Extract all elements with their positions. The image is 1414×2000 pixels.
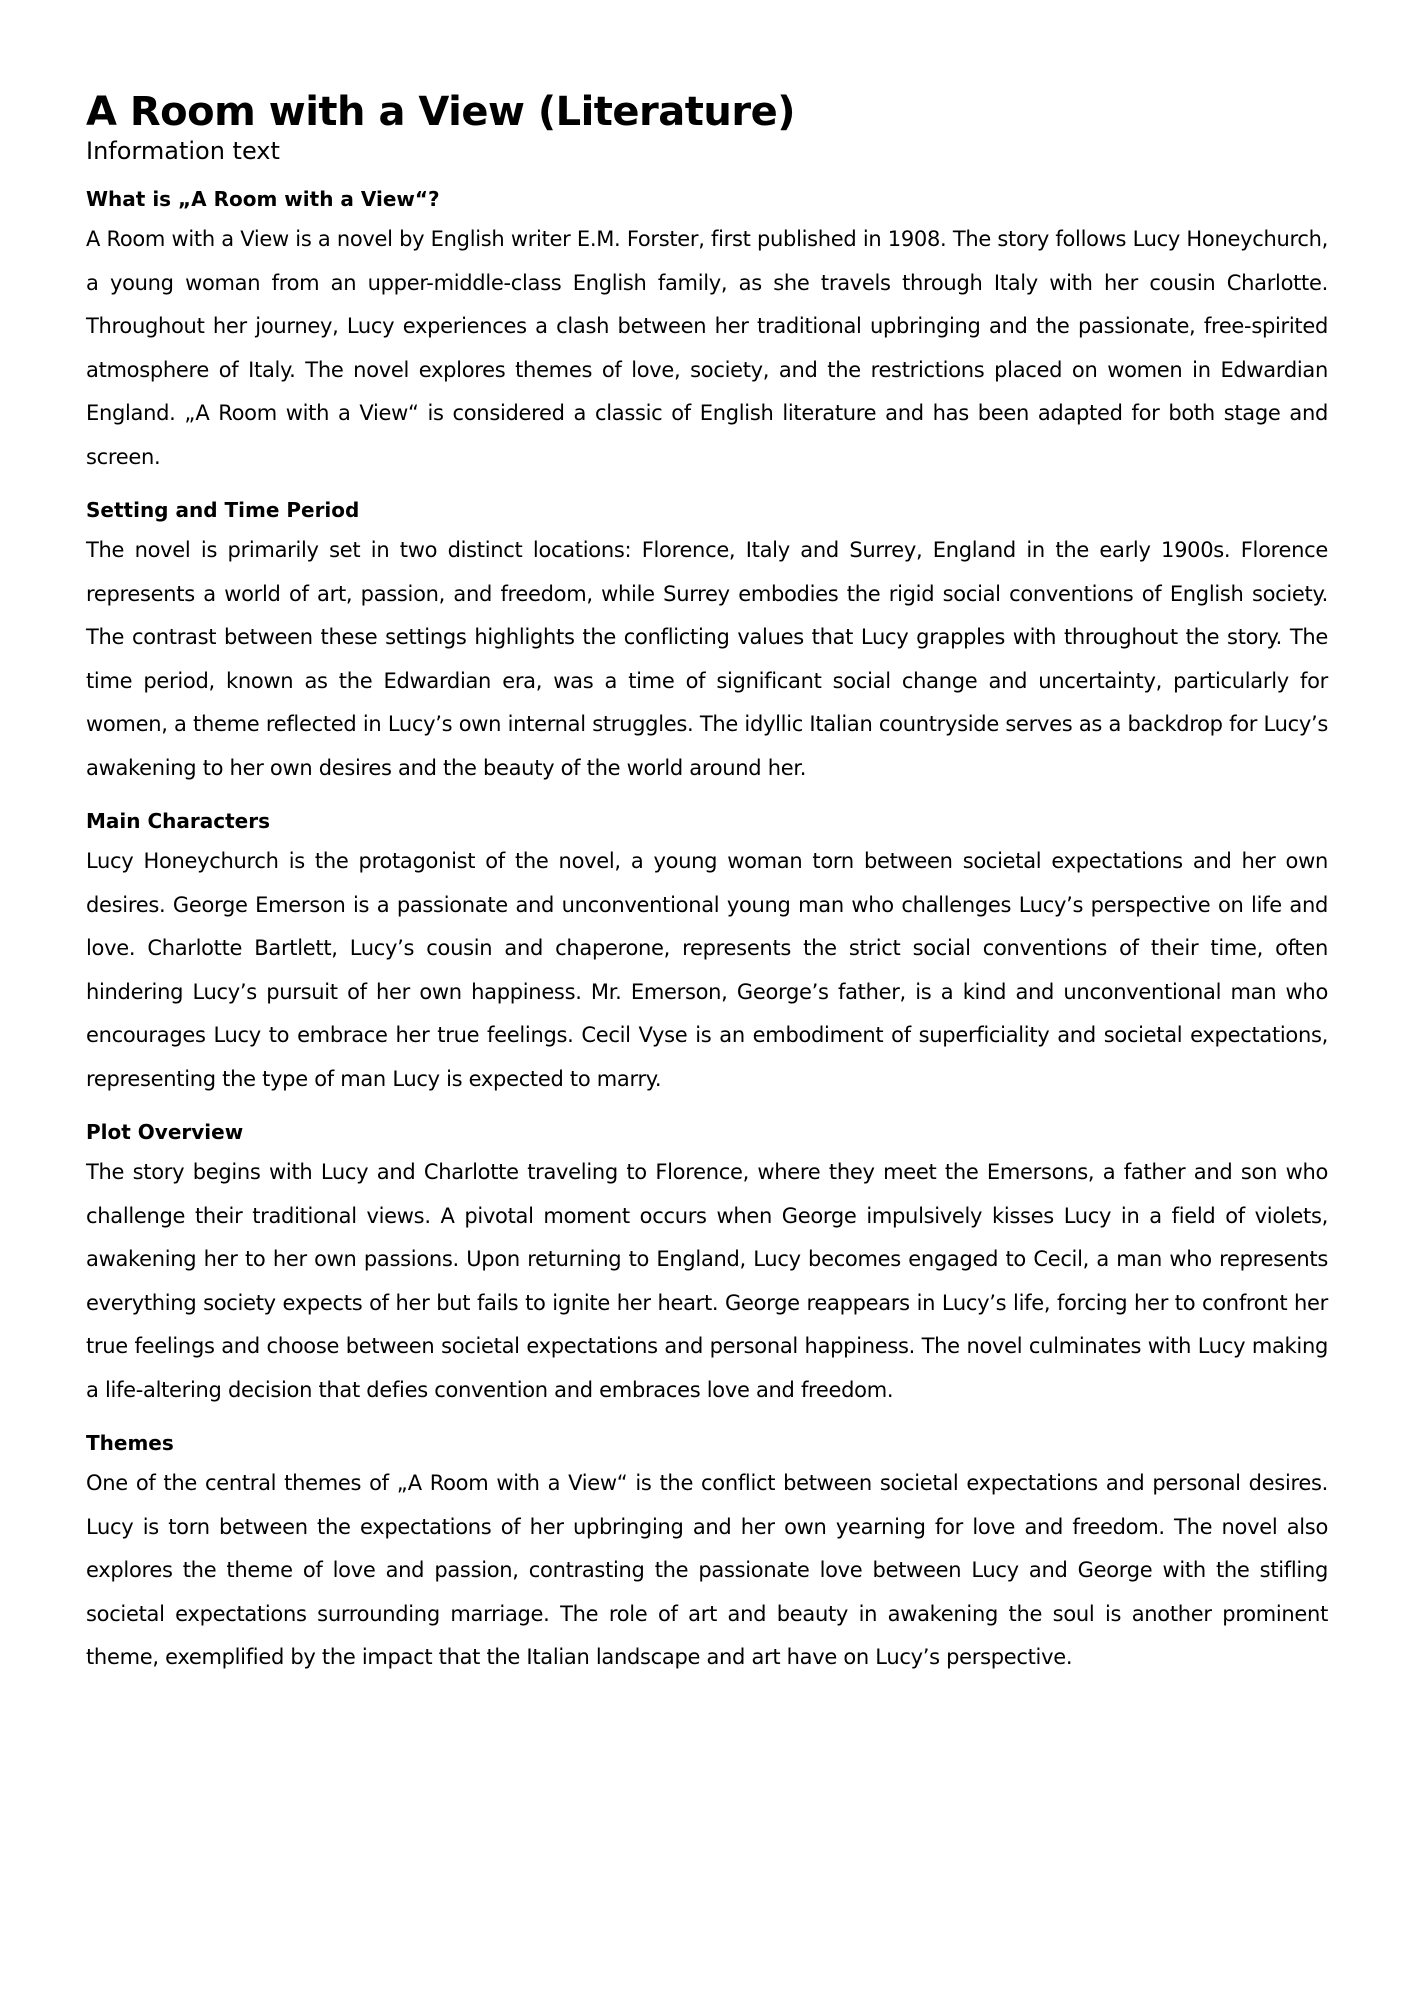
section-paragraph: The story begins with Lucy and Charlotte traveling to Florence, where they meet the Emersons, a father and son who challenge their traditional views. A pivotal moment occurs when George impulsively kisses Lucy in a field of violets, awakening her to her own passions. Upon returning to England, Lucy becomes engaged to Cecil, a man who represents everything society expects of her but fails to ignite her heart. George reappears in Lucy’s life, forcing her to confront her true feelings and choose between societal expectations and personal happiness. The novel culminates with Lucy making a life-altering decision that defies convention and embraces love and freedom. (86, 1160, 1328, 1402)
section-paragraph: Lucy Honeychurch is the protagonist of the novel, a young woman torn between societal expectations and her own desires. George Emerson is a passionate and unconventional young man who challenges Lucy’s perspective on life and love. Charlotte Bartlett, Lucy’s cousin and chaperone, represents the strict social conventions of their time, often hindering Lucy’s pursuit of her own happiness. Mr. Emerson, George’s father, is a kind and unconventional man who encourages Lucy to embrace her true feelings. Cecil Vyse is an embodiment of superficiality and societal expectations, representing the type of man Lucy is expected to marry. (86, 849, 1328, 1091)
section-heading: Plot Overview (86, 1120, 244, 1144)
document-title: A Room with a View (Literature) (86, 89, 796, 135)
section-paragraph: The novel is primarily set in two distinct locations: Florence, Italy and Surrey, England in the early 1900s. Florence represents a world of art, passion, and freedom, while Surrey embodies the rigid social conventions of English society. The contrast between these settings highlights the conflicting values that Lucy grapples with throughout the story. The time period, known as the Edwardian era, was a time of significant social change and uncertainty, particularly for women, a theme reflected in Lucy’s own internal struggles. The idyllic Italian countryside serves as a backdrop for Lucy’s awakening to her own desires and the beauty of the world around her. (86, 538, 1328, 780)
section-heading: What is „A Room with a View“? (86, 187, 440, 211)
section-paragraph: One of the central themes of „A Room with a View“ is the conflict between societal expectations and personal desires. Lucy is torn between the expectations of her upbringing and her own yearning for love and freedom. The novel also explores the theme of love and passion, contrasting the passionate love between Lucy and George with the stifling societal expectations surrounding marriage. The role of art and beauty in awakening the soul is another prominent theme, exemplified by the impact that the Italian landscape and art have on Lucy’s perspective. (86, 1471, 1328, 1669)
section-setting (86, 495, 1328, 790)
section-heading: Themes (86, 1431, 174, 1455)
section-what-is (86, 184, 1328, 479)
section-heading: Setting and Time Period (86, 498, 360, 522)
document-page (86, 88, 1328, 1696)
section-themes (86, 1428, 1328, 1680)
section-plot (86, 1117, 1328, 1412)
section-characters (86, 806, 1328, 1101)
section-heading: Main Characters (86, 809, 270, 833)
section-paragraph: A Room with a View is a novel by English writer E.M. Forster, first published in 1908. The story follows Lucy Honeychurch, a young woman from an upper-middle-class English family, as she travels through Italy with her cousin Charlotte. Throughout her journey, Lucy experiences a clash between her traditional upbringing and the passionate, free-spirited atmosphere of Italy. The novel explores themes of love, society, and the restrictions placed on women in Edwardian England. „A Room with a View“ is considered a classic of English literature and has been adapted for both stage and screen. (86, 227, 1328, 469)
document-subtitle: Information text (86, 137, 280, 165)
